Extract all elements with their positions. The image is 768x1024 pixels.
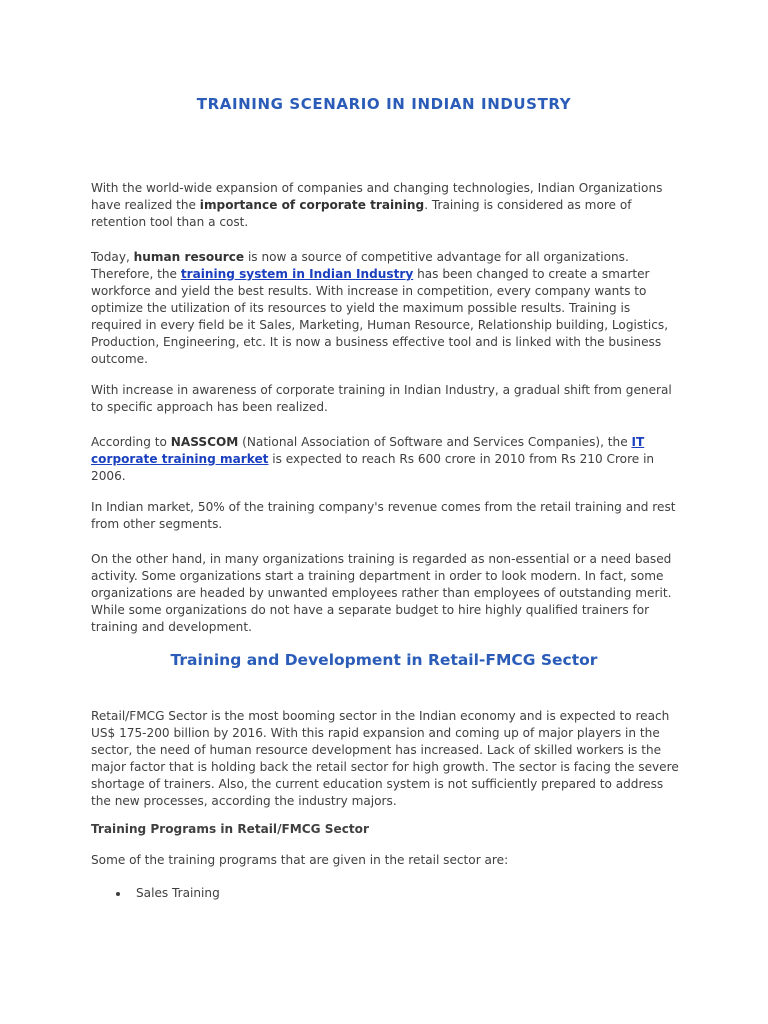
paragraph-programs-intro [91, 852, 683, 869]
paragraph-indian-market [91, 499, 683, 533]
bullet-icon [116, 892, 120, 896]
paragraph-human-resource [91, 249, 683, 368]
paragraph-other-hand [91, 551, 683, 636]
text: . Training is considered as more of retention tool than a cost. [91, 198, 632, 229]
bold-text: importance of corporate training [199, 198, 425, 212]
training-system-link[interactable]: training system in Indian Industry [180, 267, 414, 281]
text: With the world-wide expansion of companies and changing technologies, Indian Organizations have realized the [91, 181, 663, 212]
text: is now a source of competitive advantage for all organizations. Therefore, the [91, 250, 629, 281]
text: (National Association of Software and Services Companies), the [238, 435, 632, 449]
it-training-market-link[interactable]: IT corporate training market [91, 435, 645, 466]
list-item [91, 885, 220, 902]
training-programs-list [91, 885, 220, 902]
text: With increase in awareness of corporate training in Indian Industry, a gradual shift from general to specific approach has been realized. [91, 383, 672, 414]
document-title: TRAINING SCENARIO IN INDIAN INDUSTRY [196, 95, 572, 113]
text: Today, [91, 250, 134, 264]
bold-text: human resource [133, 250, 245, 264]
text: On the other hand, in many organizations training is regarded as non-essential or a need based activity. Some organizations start a training department in order to look modern. In fact, some organizations are headed by unwanted employees rather than employees of outstanding merit. While some organizations do not have a separate budget to hire highly qualified trainers for training and development. [91, 552, 672, 634]
text: has been changed to create a smarter workforce and yield the best results. With increase in competition, every company wants to optimize the utilization of its resources to yield the maximum possible results. Training is required in every field be it Sales, Marketing, Human Resource, Relationship building, Logistics, Production, Engineering, etc. It is now a business effective tool and is linked with the business outcome. [91, 267, 669, 366]
text: is expected to reach Rs 600 crore in 2010 from Rs 210 Crore in 2006. [91, 452, 655, 483]
paragraph-intro [91, 180, 683, 231]
list-item-label: Sales Training [136, 886, 220, 900]
bold-text: NASSCOM [170, 435, 239, 449]
text: In Indian market, 50% of the training company's revenue comes from the retail training and rest from other segments. [91, 500, 676, 531]
text: According to [91, 435, 171, 449]
section-heading: Training and Development in Retail-FMCG Sector [170, 651, 598, 669]
paragraph-awareness [91, 382, 683, 416]
text: Retail/FMCG Sector is the most booming sector in the Indian economy and is expected to reach US$ 175-200 billion by 2016. With this rapid expansion and coming up of major players in the sector, the need of human resource development has increased. Lack of skilled workers is the major factor that is holding back the retail sector for high growth. The sector is facing the severe shortage of trainers. Also, the current education system is not sufficiently prepared to address the new processes, according the industry majors. [91, 709, 679, 808]
paragraph-retail-fmcg [91, 708, 683, 810]
text: Some of the training programs that are given in the retail sector are: [91, 853, 509, 867]
subsection-heading: Training Programs in Retail/FMCG Sector [91, 822, 369, 836]
paragraph-nasscom [91, 434, 683, 485]
